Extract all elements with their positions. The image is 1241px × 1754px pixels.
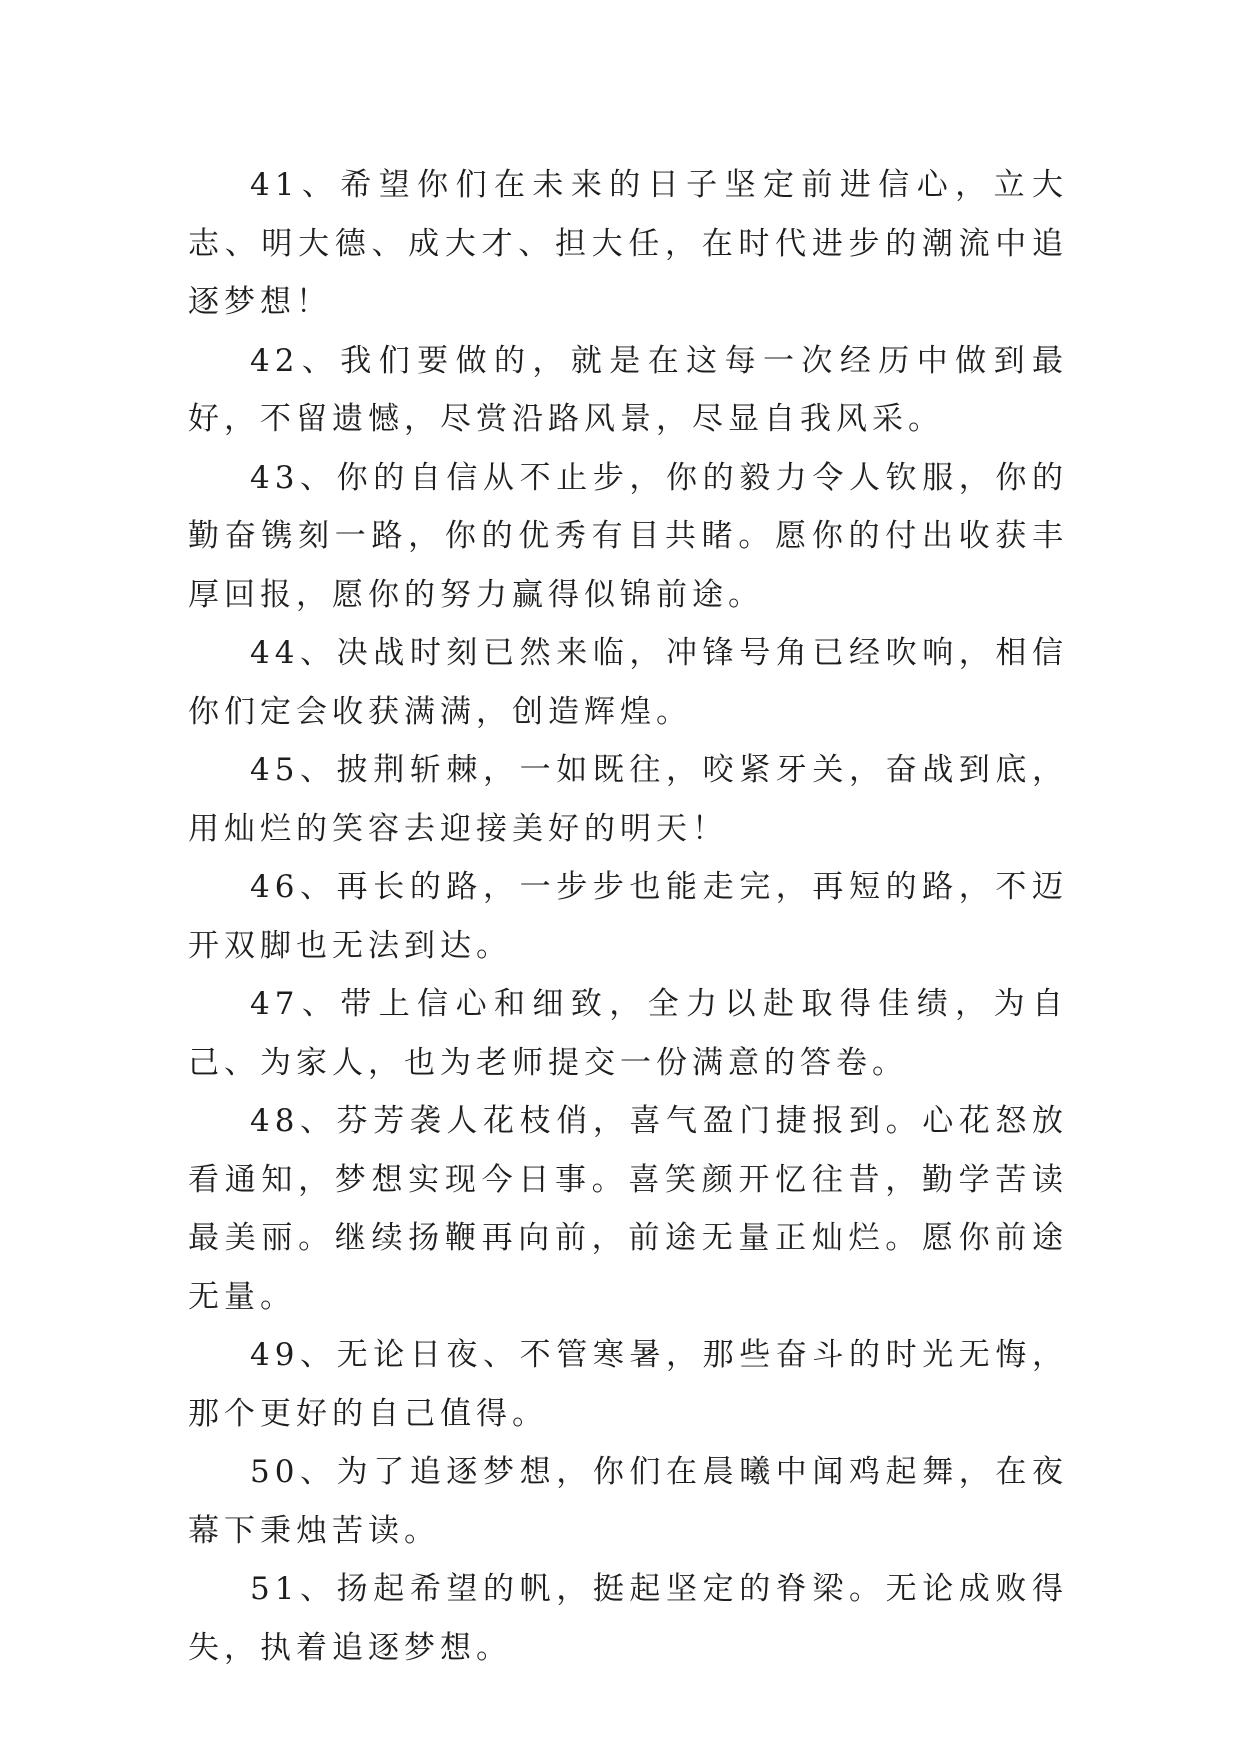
paragraph-45: 45、披荆斩棘，一如既往，咬紧牙关，奋战到底，用灿烂的笑容去迎接美好的明天！ (188, 752, 1068, 847)
paragraph-44: 44、决战时刻已然来临，冲锋号角已经吹响，相信你们定会收获满满，创造辉煌。 (188, 635, 1068, 730)
paragraph-48: 48、芬芳袭人花枝俏，喜气盈门捷报到。心花怒放看通知，梦想实现今日事。喜笑颜开忆往昔，勤学苦读最美丽。继续扬鞭再向前，前途无量正灿烂。愿你前途无量。 (188, 1103, 1068, 1315)
paragraph-46: 46、再长的路，一步步也能走完，再短的路，不迈开双脚也无法到达。 (188, 869, 1068, 964)
paragraph-47: 47、带上信心和细致，全力以赴取得佳绩，为自己、为家人，也为老师提交一份满意的答卷。 (188, 986, 1068, 1081)
document-page (188, 156, 1068, 1677)
paragraph-49: 49、无论日夜、不管寒暑，那些奋斗的时光无悔，那个更好的自己值得。 (188, 1337, 1068, 1432)
paragraph-42: 42、我们要做的，就是在这每一次经历中做到最好，不留遗憾，尽赏沿路风景，尽显自我风采。 (188, 342, 1068, 437)
paragraph-43: 43、你的自信从不止步，你的毅力令人钦服，你的勤奋镌刻一路，你的优秀有目共睹。愿你的付出收获丰厚回报，愿你的努力赢得似锦前途。 (188, 459, 1068, 613)
paragraph-51: 51、扬起希望的帆，挺起坚定的脊梁。无论成败得失，执着追逐梦想。 (188, 1571, 1068, 1666)
paragraph-41: 41、希望你们在未来的日子坚定前进信心，立大志、明大德、成大才、担大任，在时代进步的潮流中追逐梦想！ (188, 167, 1068, 320)
paragraph-50: 50、为了追逐梦想，你们在晨曦中闻鸡起舞，在夜幕下秉烛苦读。 (188, 1454, 1068, 1549)
